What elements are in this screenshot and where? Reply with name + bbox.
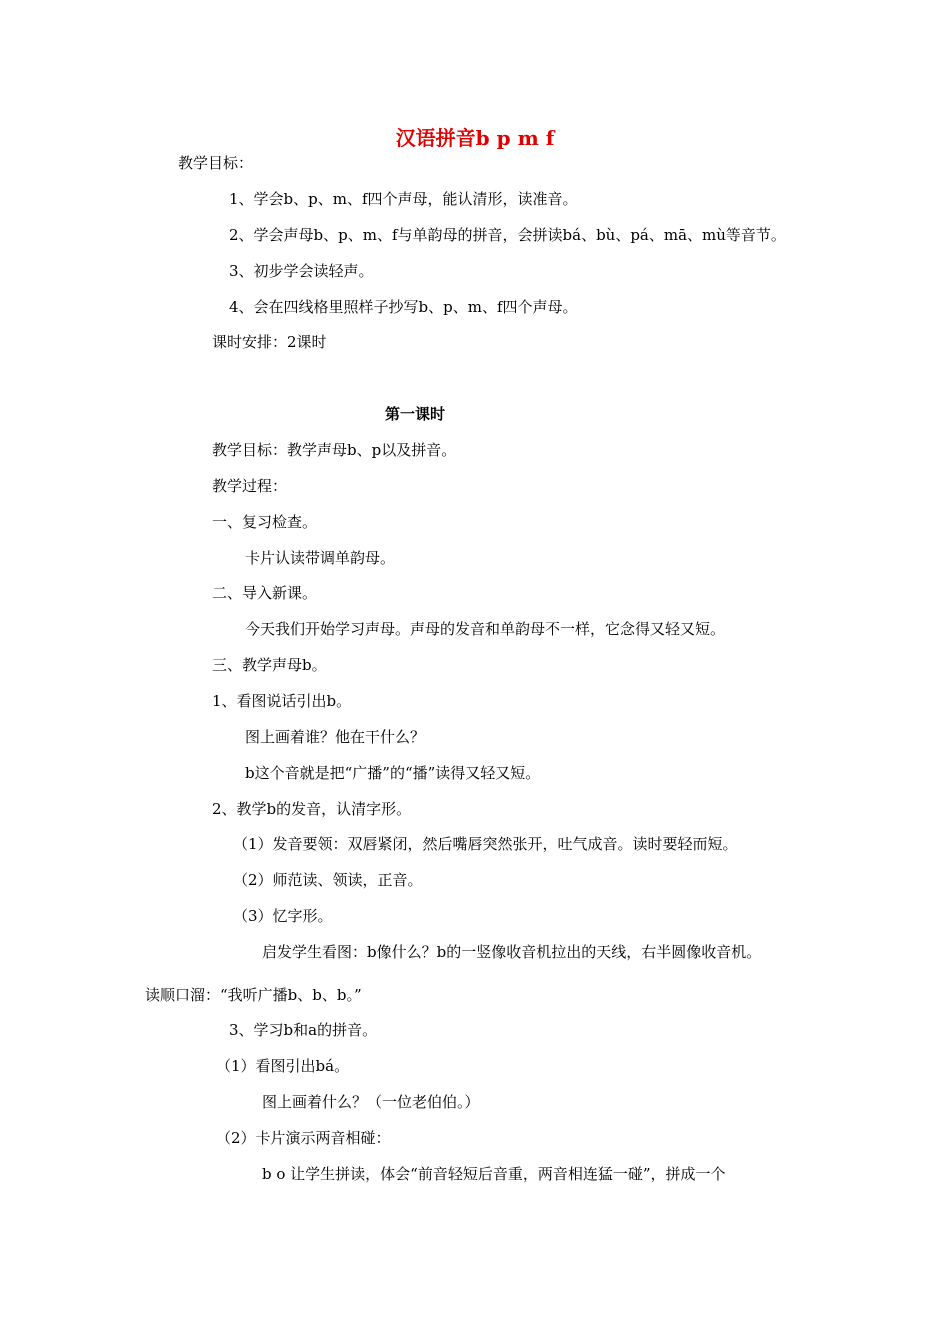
process-line: 一、复习检查。 bbox=[212, 513, 318, 531]
process-line: 二、导入新课。 bbox=[212, 584, 318, 602]
process-line: b o 让学生拼读，体会“前音轻短后音重，两音相连猛一碰”，拼成一个 bbox=[262, 1165, 726, 1183]
process-line: （1）看图引出bá。 bbox=[216, 1057, 350, 1075]
process-line: （1）发音要领：双唇紧闭，然后嘴唇突然张开，吐气成音。读时要轻而短。 bbox=[233, 835, 738, 853]
process-line: 三、教学声母b。 bbox=[212, 656, 327, 674]
document-title: 汉语拼音b p m f bbox=[395, 126, 555, 150]
process-line: 卡片认读带调单韵母。 bbox=[245, 549, 396, 567]
process-line: 图上画着谁？他在干什么？ bbox=[245, 728, 426, 746]
process-line: （2）师范读、领读，正音。 bbox=[233, 871, 423, 889]
process-line: 今天我们开始学习声母。声母的发音和单韵母不一样，它念得又轻又短。 bbox=[245, 620, 726, 638]
process-line: 1、看图说话引出b。 bbox=[212, 692, 352, 710]
process-line: （3）忆字形。 bbox=[233, 907, 333, 925]
lesson-goal: 教学目标：教学声母b、p以及拼音。 bbox=[212, 441, 457, 459]
process-label: 教学过程： bbox=[212, 477, 288, 495]
goal-item-2: 2、学会声母b、p、m、f与单韵母的拼音，会拼读bá、bù、pá、mā、mù等音节。 bbox=[229, 226, 786, 244]
schedule-text: 课时安排：2课时 bbox=[212, 333, 327, 351]
process-line: 读顺口溜：“我听广播b、b、b。” bbox=[145, 986, 362, 1004]
goal-item-4: 4、会在四线格里照样子抄写b、p、m、f四个声母。 bbox=[229, 298, 578, 316]
goal-item-1: 1、学会b、p、m、f四个声母，能认清形，读准音。 bbox=[229, 190, 578, 208]
goals-label: 教学目标： bbox=[178, 154, 254, 172]
process-line: （2）卡片演示两音相碰： bbox=[216, 1129, 391, 1147]
process-line: 启发学生看图：b像什么？b的一竖像收音机拉出的天线，右半圆像收音机。 bbox=[262, 943, 762, 961]
process-line: 3、学习b和a的拼音。 bbox=[229, 1021, 378, 1039]
process-line: b这个音就是把“广播”的“播”读得又轻又短。 bbox=[245, 764, 541, 782]
goal-item-3: 3、初步学会读轻声。 bbox=[229, 262, 374, 280]
lesson-heading: 第一课时 bbox=[384, 405, 445, 423]
process-line: 2、教学b的发音，认清字形。 bbox=[212, 800, 412, 818]
process-line: 图上画着什么？（一位老伯伯。） bbox=[262, 1093, 480, 1111]
